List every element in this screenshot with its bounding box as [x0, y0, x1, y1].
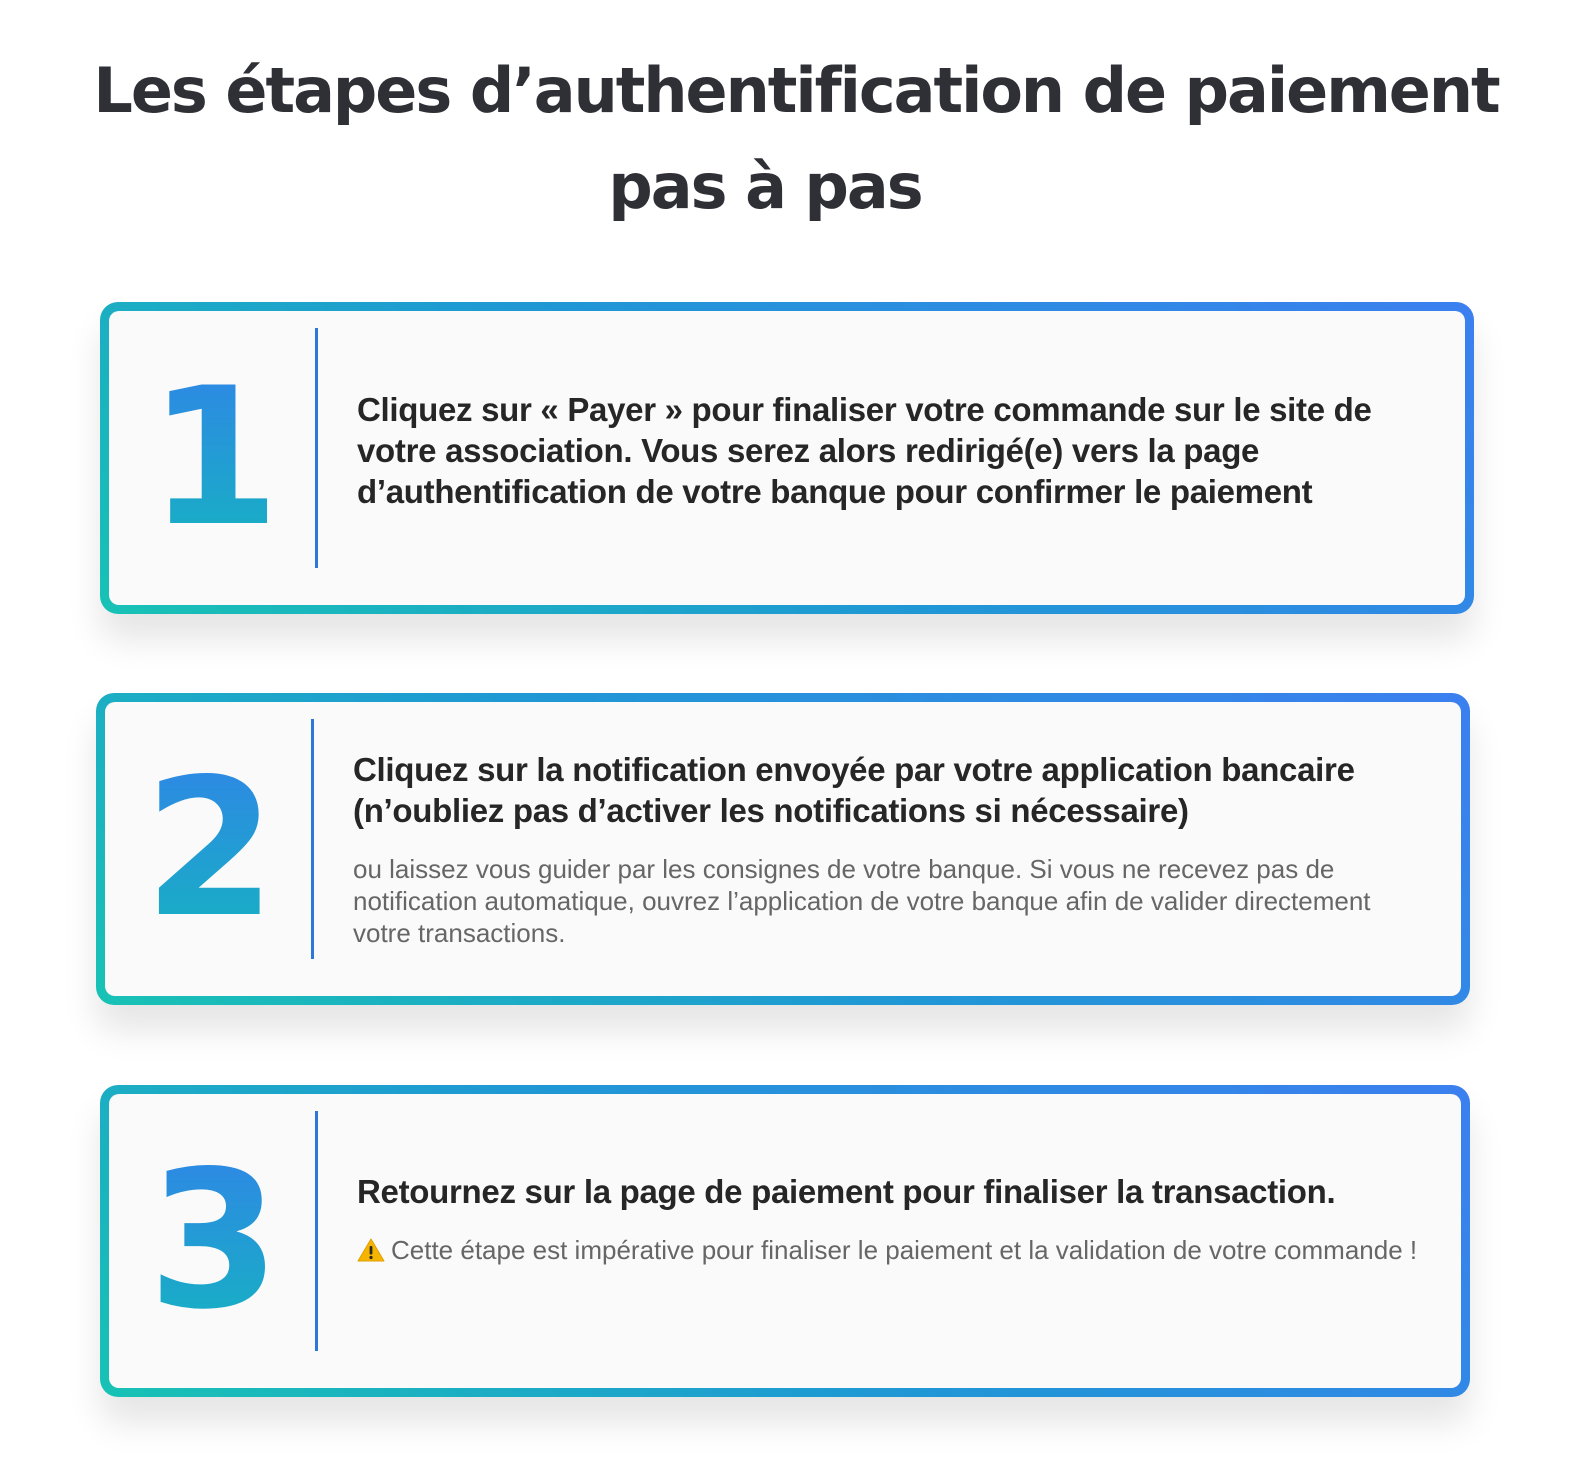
title-prefix: Les étapes d’: [93, 54, 534, 127]
step-divider: [311, 719, 314, 959]
step-number: 2: [105, 754, 315, 944]
step-main-text: Cliquez sur la notification envoyée par votre application bancaire (n’oubliez pas d’activer les notifications si nécessaire): [353, 751, 1355, 829]
title-highlight: [533, 54, 1499, 127]
step-sub-text: ou laissez vous guider par les consignes de votre banque. Si vous ne recevez pas de notification automatique, ouvrez l’application de votre banque afin de valider directement votre transactions.: [353, 854, 1371, 948]
step-content: [357, 1171, 1421, 1266]
step-card-inner: [109, 311, 1465, 605]
step-main-text: Retournez sur la page de paiement pour finaliser la transaction.: [357, 1173, 1336, 1210]
step-sub-text: Cette étape est impérative pour finaliser le paiement et la validation de votre commande !: [391, 1235, 1418, 1265]
step-number: 3: [109, 1146, 319, 1336]
step-card-inner: [109, 1094, 1461, 1388]
step-divider: [315, 328, 318, 568]
title-highlight-text: authentification de paiement: [533, 54, 1499, 127]
step-card-inner: [105, 702, 1461, 996]
title-line-1: [0, 54, 1592, 127]
step-main-text: Cliquez sur « Payer » pour finaliser votre commande sur le site de votre association. Vous serez alors redirigé(e) vers la page d’authentification de votre banque pour confirmer le paiement: [357, 391, 1372, 510]
step-card-2: [96, 693, 1470, 1005]
step-sub-paragraph: [357, 1234, 1421, 1266]
step-divider: [315, 1111, 318, 1351]
warning-icon: [357, 1238, 385, 1262]
step-number: 1: [109, 363, 319, 553]
title-line-2: pas à pas: [608, 150, 922, 223]
step-content: [357, 389, 1425, 512]
step-card-1: [100, 302, 1474, 614]
step-card-3: [100, 1085, 1470, 1397]
step-content: [353, 749, 1421, 949]
